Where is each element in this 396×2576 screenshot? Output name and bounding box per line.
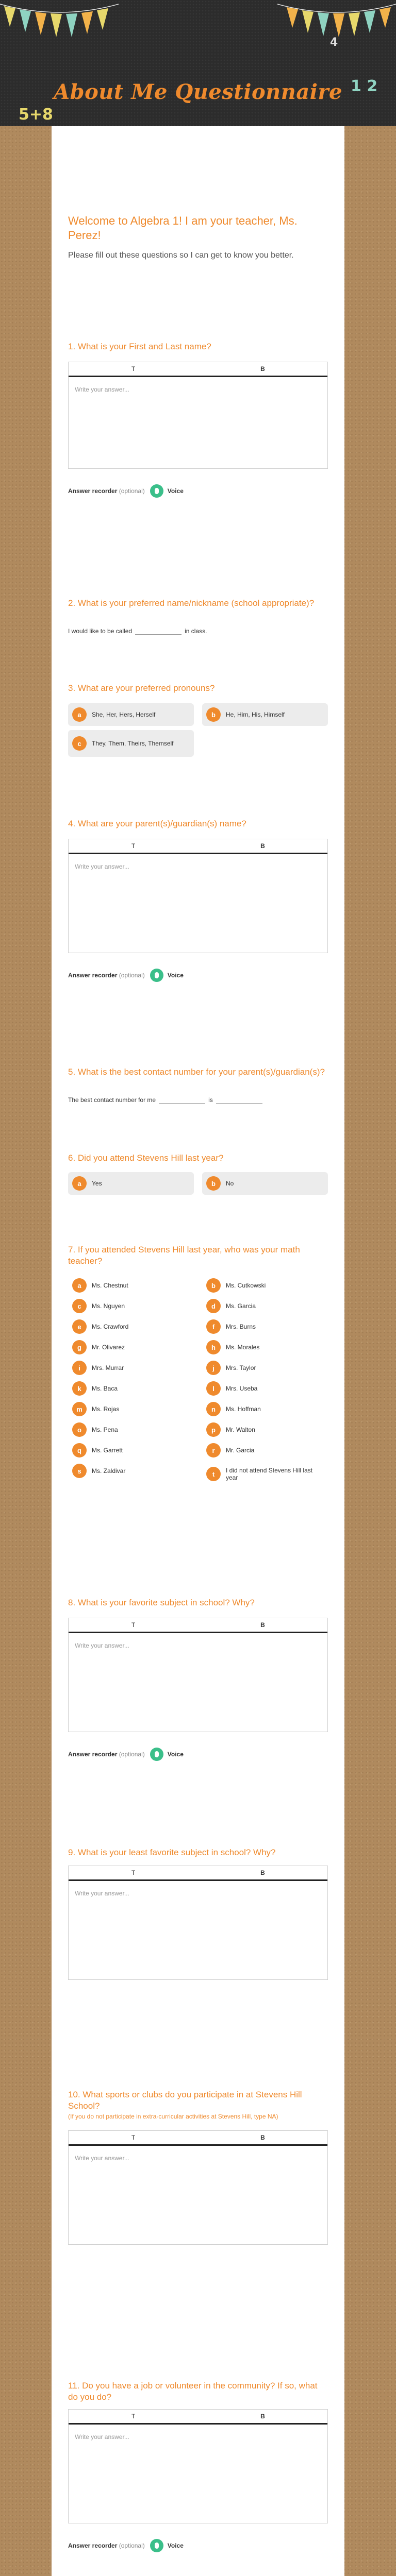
answer-recorder: [68, 484, 184, 498]
answer-placeholder: Write your answer...: [75, 1642, 129, 1649]
bold-tool-icon[interactable]: B: [260, 2134, 265, 2141]
answer-recorder: Answer recorder (optional) Voice: [68, 969, 184, 982]
question-2: [68, 598, 328, 635]
teacher-option-d[interactable]: d Ms. Garcia: [202, 1297, 328, 1315]
option-c[interactable]: c They, Them, Theirs, Themself: [68, 730, 194, 757]
fill-in-sentence: The best contact number for me is: [68, 1096, 266, 1104]
teacher-option-b[interactable]: b Ms. Cutkowski: [202, 1276, 328, 1295]
answer-recorder: Answer recorder (optional) Voice: [68, 2539, 184, 2552]
fill-in-sentence: I would like to be called in class.: [68, 628, 207, 635]
intro-subtitle: Please fill out these questions so I can get to know you better.: [68, 251, 294, 260]
microphone-icon[interactable]: [150, 484, 163, 498]
nickname-blank[interactable]: [135, 628, 182, 635]
editor-toolbar: [69, 362, 327, 377]
answer-editor[interactable]: [68, 2409, 328, 2523]
answer-recorder: Answer recorder (optional) Voice: [68, 1748, 184, 1761]
intro-section: [68, 214, 326, 261]
recorder-label: Answer recorder: [68, 487, 118, 495]
teacher-option-f[interactable]: f Mrs. Burns: [202, 1317, 328, 1336]
text-tool-icon[interactable]: T: [131, 1621, 136, 1629]
option-a[interactable]: a She, Her, Hers, Herself: [68, 703, 194, 726]
option-b[interactable]: b No: [202, 1172, 328, 1195]
voice-label: Voice: [167, 487, 184, 495]
microphone-icon[interactable]: [150, 1748, 163, 1761]
bold-tool-icon[interactable]: B: [260, 1869, 265, 1876]
question-9: [68, 1847, 328, 1897]
answer-placeholder: Write your answer...: [75, 386, 129, 393]
teacher-option-j[interactable]: j Mrs. Taylor: [202, 1359, 328, 1377]
intro-title: Welcome to Algebra 1! I am your teacher, Ms. Perez!: [68, 214, 298, 242]
answer-placeholder: Write your answer...: [75, 1890, 129, 1897]
question-title: 8. What is your favorite subject in school? Why?: [68, 1598, 255, 1607]
bold-tool-icon[interactable]: B: [260, 1621, 265, 1629]
bold-tool-icon[interactable]: B: [260, 2413, 265, 2420]
text-tool-icon[interactable]: T: [131, 2134, 136, 2141]
questionnaire-panel: [52, 126, 344, 2576]
question-title: 5. What is the best contact number for your parent(s)/guardian(s)?: [68, 1067, 325, 1077]
teacher-option-h[interactable]: h Ms. Morales: [202, 1338, 328, 1357]
text-tool-icon[interactable]: T: [131, 2413, 136, 2420]
question-1: [68, 341, 328, 495]
question-7: [68, 1244, 328, 1481]
teacher-option-i[interactable]: i Mrs. Murrar: [68, 1359, 194, 1377]
question-title: 3. What are your preferred pronouns?: [68, 683, 215, 693]
answer-editor[interactable]: [68, 1866, 328, 1980]
teacher-option-m[interactable]: m Ms. Rojas: [68, 1400, 194, 1418]
microphone-icon[interactable]: [150, 969, 163, 982]
math-deco-right: 1 2: [351, 77, 378, 95]
teacher-option-a[interactable]: a Ms. Chestnut: [68, 1276, 194, 1295]
question-title: 6. Did you attend Stevens Hill last year?: [68, 1153, 224, 1163]
teacher-option-s[interactable]: s Ms. Zaldivar: [68, 1462, 194, 1480]
question-4: [68, 818, 328, 979]
math-deco-left: 5+8: [19, 106, 53, 124]
question-title: 11. Do you have a job or volunteer in the community? If so, what do you do?: [68, 2381, 318, 2402]
option-a[interactable]: a Yes: [68, 1172, 194, 1195]
recorder-optional: (optional): [119, 487, 145, 495]
answer-placeholder: Write your answer...: [75, 2433, 129, 2441]
answer-placeholder: Write your answer...: [75, 2155, 129, 2162]
page-title: About Me Questionnaire: [54, 80, 342, 104]
question-10: [68, 2089, 328, 2162]
text-tool-icon[interactable]: T: [131, 1869, 136, 1876]
question-5: [68, 1066, 328, 1104]
contact-name-blank[interactable]: [159, 1097, 205, 1104]
bold-tool-icon[interactable]: B: [260, 842, 265, 850]
answer-editor[interactable]: [68, 2130, 328, 2245]
question-title: 7. If you attended Stevens Hill last year, who was your math teacher?: [68, 1245, 300, 1266]
question-11: [68, 2380, 328, 2549]
teacher-option-g[interactable]: g Mr. Olivarez: [68, 1338, 194, 1357]
text-tool-icon[interactable]: T: [131, 842, 136, 850]
teacher-option-n[interactable]: n Ms. Hoffman: [202, 1400, 328, 1418]
teacher-option-c[interactable]: c Ms. Nguyen: [68, 1297, 194, 1315]
question-title: 10. What sports or clubs do you participate in at Stevens Hill School?: [68, 2090, 302, 2111]
question-8: [68, 1597, 328, 1758]
teacher-option-l[interactable]: l Mrs. Useba: [202, 1379, 328, 1398]
bold-tool-icon[interactable]: B: [260, 365, 265, 372]
text-tool-icon[interactable]: T: [131, 365, 136, 372]
answer-editor[interactable]: [68, 839, 328, 953]
question-3: [68, 683, 328, 748]
contact-number-blank[interactable]: [216, 1097, 262, 1104]
teacher-option-q[interactable]: q Ms. Garrett: [68, 1441, 194, 1460]
teacher-option-t[interactable]: t I did not attend Stevens Hill last year: [202, 1462, 328, 1486]
option-b[interactable]: b He, Him, His, Himself: [202, 703, 328, 726]
question-title: 2. What is your preferred name/nickname (school appropriate)?: [68, 598, 315, 608]
teacher-option-p[interactable]: p Mr. Walton: [202, 1420, 328, 1439]
teacher-option-e[interactable]: e Ms. Crawford: [68, 1317, 194, 1336]
question-title: 4. What are your parent(s)/guardian(s) name?: [68, 819, 246, 828]
question-title: 1. What is your First and Last name?: [68, 342, 211, 351]
teacher-option-r[interactable]: r Mr. Garcia: [202, 1441, 328, 1460]
teacher-option-o[interactable]: o Ms. Pena: [68, 1420, 194, 1439]
answer-editor[interactable]: [68, 1618, 328, 1732]
answer-placeholder: Write your answer...: [75, 863, 129, 870]
question-title: 9. What is your least favorite subject in school? Why?: [68, 1848, 276, 1857]
math-deco-mid: 4: [330, 36, 338, 49]
answer-editor[interactable]: [68, 362, 328, 469]
question-hint: (If you do not participate in extra-curricular activities at Stevens Hill, type NA): [68, 2113, 278, 2120]
question-6: [68, 1153, 328, 1188]
editor-toolbar: [69, 839, 327, 854]
chalkboard-header: [0, 0, 396, 126]
microphone-icon[interactable]: [150, 2539, 163, 2552]
bunting-left-icon: [0, 0, 119, 46]
teacher-option-k[interactable]: k Ms. Baca: [68, 1379, 194, 1398]
